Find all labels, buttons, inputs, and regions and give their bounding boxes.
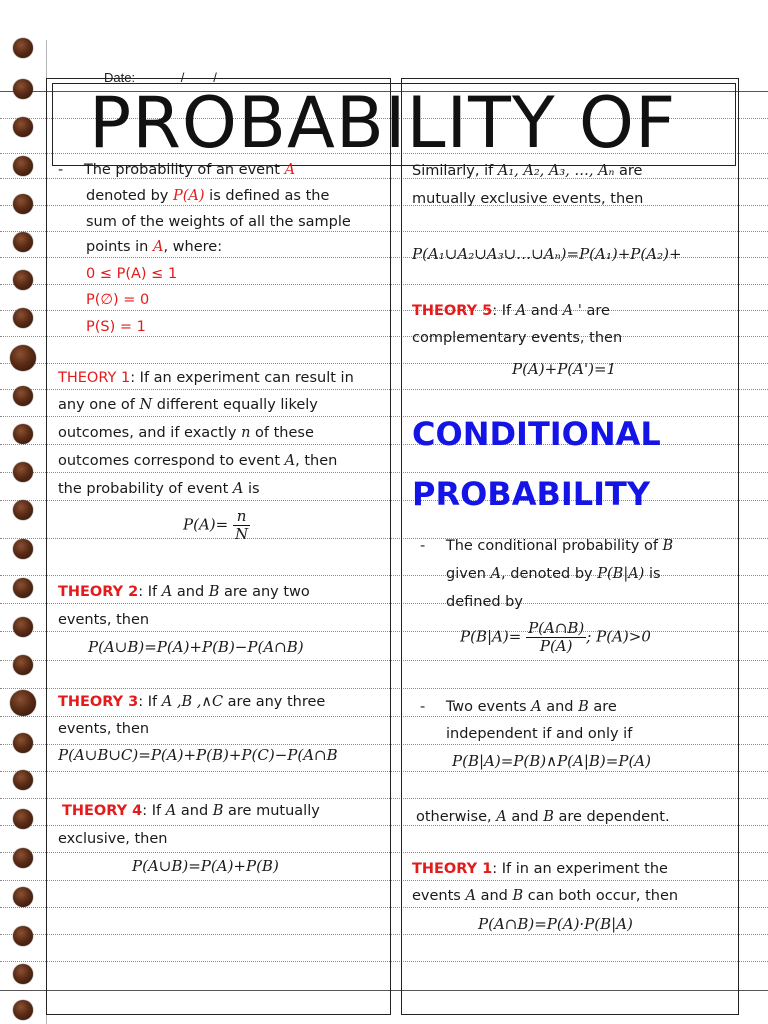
binder-hole xyxy=(13,270,33,290)
binder-hole xyxy=(13,194,33,214)
binder-hole xyxy=(13,733,33,753)
theory-1-line-4 xyxy=(58,452,337,470)
math-symbol: B xyxy=(208,584,220,600)
intro-line-3: sum of the weights of all the sample xyxy=(86,214,351,230)
binder-hole xyxy=(13,500,33,520)
body-text: are xyxy=(593,699,617,715)
binder-hole xyxy=(13,308,33,328)
theory-text: : If xyxy=(138,584,158,600)
binder-hole xyxy=(13,462,33,482)
multiplication-theory-line-1 xyxy=(412,860,668,878)
similarly-line-1 xyxy=(412,162,642,180)
theory-text: the probability of event xyxy=(58,481,229,497)
theory-1-line-5 xyxy=(58,480,260,498)
math-symbol: A xyxy=(496,809,507,825)
denominator: N xyxy=(234,525,249,543)
theory-text: and xyxy=(480,888,508,904)
math-symbol: A xyxy=(161,584,173,600)
theory-2-line-2: events, then xyxy=(58,612,150,628)
theory-text: any one of xyxy=(58,397,135,413)
math-symbol: P(B|A) xyxy=(597,566,645,582)
theory-4-line-2: exclusive, then xyxy=(58,831,168,847)
theory-1-line-2 xyxy=(58,396,318,414)
title-box xyxy=(52,83,736,166)
body-text: The conditional probability of xyxy=(445,538,658,554)
conditional-formula xyxy=(460,620,651,655)
intro-text: points in xyxy=(86,239,149,255)
math-symbol: A xyxy=(515,303,527,319)
intro-text: denoted by xyxy=(86,188,169,204)
probability-notation: P(A) xyxy=(173,188,205,204)
theory-4-line-1 xyxy=(62,802,320,820)
theory-text: , then xyxy=(295,453,338,469)
math-symbol: B xyxy=(212,803,224,819)
binder-hole xyxy=(13,117,33,137)
binder-hole xyxy=(13,926,33,946)
body-text: and xyxy=(511,809,539,825)
binder-hole xyxy=(13,578,33,598)
binder-hole xyxy=(13,424,33,444)
theory-text: : If xyxy=(142,803,162,819)
binder-hole xyxy=(13,617,33,637)
theory-label: THEORY 4 xyxy=(62,803,143,819)
theory-text: and xyxy=(180,803,209,819)
math-symbol: n xyxy=(241,425,251,441)
independence-line-2: independent if and only if xyxy=(446,726,633,742)
theory-text: : If an experiment can result in xyxy=(130,370,354,386)
theory-1-line-3 xyxy=(58,424,314,442)
date-separators: / / xyxy=(180,70,217,85)
conditional-line-1 xyxy=(420,537,673,555)
math-symbol: A xyxy=(465,888,476,904)
binder-hole xyxy=(13,809,33,829)
conditional-line-2 xyxy=(446,565,661,583)
body-text: are xyxy=(619,163,643,179)
intro-line-1 xyxy=(58,161,295,179)
binder-hole xyxy=(13,887,33,907)
math-symbol: A ,B ,∧C xyxy=(161,694,224,710)
theory-label: THEORY 3 xyxy=(58,694,139,710)
theory-label: THEORY 1 xyxy=(58,370,131,386)
body-text: are dependent. xyxy=(558,809,670,825)
body-text: Two events xyxy=(445,699,527,715)
binder-hole xyxy=(13,848,33,868)
theory-5-line-1 xyxy=(412,302,610,320)
binder-hole xyxy=(13,539,33,559)
theory-2-formula: P(A∪B)=P(A)+P(B)−P(A∩B) xyxy=(88,638,304,656)
theory-text: different equally likely xyxy=(156,397,318,413)
theory-1-line-1 xyxy=(58,369,354,387)
bullet: - xyxy=(58,162,64,178)
binder-hole xyxy=(13,386,33,406)
numerator: P(A∩B) xyxy=(528,619,585,637)
math-symbol: B xyxy=(543,809,554,825)
theory-text: are mutually xyxy=(228,803,320,819)
body-text: is xyxy=(648,566,661,582)
math-symbol: B xyxy=(662,538,674,554)
date-label: Date: xyxy=(104,70,136,85)
denominator: P(A) xyxy=(539,637,573,655)
theory-text: is xyxy=(247,481,260,497)
binder-hole xyxy=(13,38,33,58)
intro-text: , where: xyxy=(163,239,223,255)
theory-4-formula: P(A∪B)=P(A)+P(B) xyxy=(132,857,279,875)
multiplication-formula: P(A∩B)=P(A)·P(B|A) xyxy=(478,915,633,933)
binder-hole xyxy=(13,156,33,176)
math-symbol: B xyxy=(512,888,524,904)
formula-rhs: ; P(A)>0 xyxy=(586,627,651,646)
theory-text: events xyxy=(412,888,461,904)
binder-hole xyxy=(10,690,36,716)
theory-text: and xyxy=(176,584,205,600)
theory-text: outcomes correspond to event xyxy=(58,453,281,469)
math-symbol: A xyxy=(490,566,502,582)
axiom-empty-set: P(∅) = 0 xyxy=(86,292,150,308)
math-symbol: B xyxy=(578,699,589,715)
dependence-line xyxy=(416,808,670,826)
theory-text: are any two xyxy=(224,584,310,600)
binder-hole xyxy=(13,1000,33,1020)
theory-3-line-1 xyxy=(58,693,325,711)
body-text: given xyxy=(446,566,486,582)
theory-5-formula: P(A)+P(A')=1 xyxy=(512,360,617,378)
theory-label: THEORY 5 xyxy=(412,303,493,319)
theory-5-line-2: complementary events, then xyxy=(412,330,623,346)
theory-text: can both occur, then xyxy=(527,888,679,904)
theory-text: of these xyxy=(255,425,314,441)
body-text: Similarly, if xyxy=(412,163,494,179)
independence-line-1 xyxy=(420,698,617,716)
body-text: otherwise, xyxy=(416,809,492,825)
binder-hole xyxy=(13,232,33,252)
event-symbol: A xyxy=(152,239,164,255)
math-symbol: A₁, A₂, A₃, …, Aₙ xyxy=(497,163,615,179)
theory-text: are xyxy=(586,303,610,319)
theory-label: THEORY 2 xyxy=(58,584,139,600)
binder-hole xyxy=(10,345,36,371)
theory-text: : If xyxy=(492,303,512,319)
intro-line-2 xyxy=(86,187,329,205)
intro-text: is defined as the xyxy=(209,188,330,204)
conditional-line-3: defined by xyxy=(446,594,523,610)
section-heading-conditional: CONDITIONAL xyxy=(412,415,661,453)
body-text: , denoted by xyxy=(501,566,593,582)
axiom-range: 0 ≤ P(A) ≤ 1 xyxy=(86,266,178,282)
numerator: n xyxy=(233,508,250,526)
fraction xyxy=(526,620,586,655)
formula-lhs: P(B|A)= xyxy=(460,627,522,646)
theory-3-line-2: events, then xyxy=(58,721,150,737)
binder-hole xyxy=(13,79,33,99)
body-text: and xyxy=(546,699,574,715)
theory-text: : If in an experiment the xyxy=(492,861,668,877)
math-symbol: N xyxy=(139,397,153,413)
section-heading-probability: PROBABILITY xyxy=(412,475,651,513)
page-title: PROBABILITY OF xyxy=(89,83,677,164)
bullet: - xyxy=(420,538,426,554)
theory-label: THEORY 1 xyxy=(412,861,493,877)
multiplication-theory-line-2 xyxy=(412,887,678,905)
binder-hole xyxy=(13,964,33,984)
intro-text: The probability of an event xyxy=(83,162,280,178)
binder-hole xyxy=(13,770,33,790)
theory-text: : If xyxy=(138,694,158,710)
theory-2-line-1 xyxy=(58,583,310,601)
math-symbol: A xyxy=(531,699,542,715)
fraction xyxy=(233,508,250,543)
formula-lhs: P(A)= xyxy=(183,515,229,534)
bullet: - xyxy=(420,699,426,715)
binder-hole xyxy=(13,655,33,675)
theory-text: outcomes, and if exactly xyxy=(58,425,237,441)
math-symbol: A xyxy=(165,803,177,819)
math-symbol: A xyxy=(232,481,244,497)
theory-text: and xyxy=(530,303,559,319)
intro-line-4 xyxy=(86,238,222,256)
theory-3-formula: P(A∪B∪C)=P(A)+P(B)+P(C)−P(A∩B xyxy=(58,746,338,764)
theory-1-formula xyxy=(183,508,250,543)
similarly-line-2: mutually exclusive events, then xyxy=(412,191,644,207)
theory-text: are any three xyxy=(227,694,326,710)
math-symbol: A ' xyxy=(562,303,582,319)
math-symbol: A xyxy=(284,453,296,469)
similarly-formula: P(A₁∪A₂∪A₃∪…∪Aₙ)=P(A₁)+P(A₂)+ xyxy=(412,245,682,263)
axiom-sample-space: P(S) = 1 xyxy=(86,319,146,335)
event-symbol: A xyxy=(284,162,296,178)
independence-formula: P(B|A)=P(B)∧P(A|B)=P(A) xyxy=(452,752,651,770)
